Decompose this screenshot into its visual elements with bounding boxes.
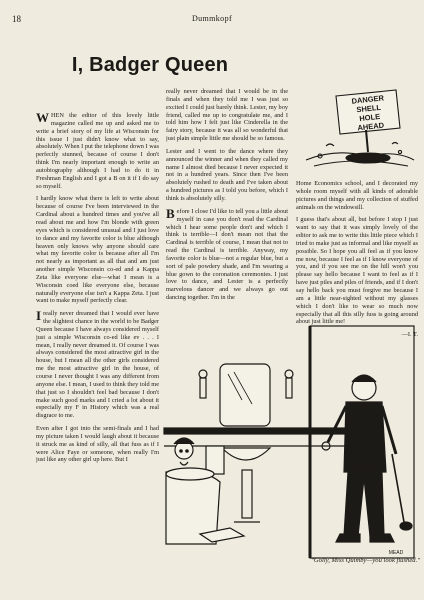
sign-word: HOLE [358,111,381,124]
sign-word: SHELL [356,102,382,115]
paragraph: really never dreamed that I would be in the finals and when they told me I was just so excited I could just barely think. Lester, my boy friend, called me up to congratulate me, and I told him how I felt just like Cinderella in the fairy story, because it was all so wonderful that just plain simple little me should be so famous. [166,88,288,143]
paragraph: Even after I got into the semi-finals and I had my picture taken I would laugh about it because it struck me as kind of silly, all that fuss as if I were Alice Faye or someone, when really I'm just like any other girl up here. But I [36,425,159,464]
paragraph: Home Economics school, and I decorated my whole room myself with all kinds of adorable pictures and things and my collection of stuffed animals on the windowsill. [296,180,418,211]
drop-cap: W [36,112,49,125]
paragraph [36,310,159,420]
sign-word: AHEAD [357,120,385,133]
artist-signature: MEAD [388,550,404,556]
danger-sign-illustration [296,86,420,182]
drop-cap: I [36,308,42,324]
article-column-2 [166,88,288,324]
author-signature: —I. T. [401,331,418,339]
drop-cap: B [166,205,175,221]
bathroom-cartoon-illustration [160,322,418,560]
paragraph: I hardly know what there is left to write about because of course I've been interviewed in the Cardinal about a hundred times and you've all read about me and how I'm blonde with green eyes which is considered unusual and I just love to dance and my favorite color is blue although heaven only knows why anyone should care what my favorite color is because after all I'm not nearly as important as all that and am just another simple Wisconsin co-ed and a Kappa Zeta like everyone else—what I mean is a Wisconsin coed like everyone else, because naturally everyone else isn't a Kappa Zeta. I just want to make myself perfectly clear. [36,195,159,305]
page-number: 18 [12,14,21,24]
sign-word: DANGER [351,93,385,106]
paragraph: I guess that's about all, but before I stop I just want to say that it was simply lovely of the editor to ask me to write this little piece which I tried to make just as informal and like myself as possible. So I hope you all feel as if you know me now, because I feel as if I know everyone of you, and if you see me on the hill won't you please say hello because I want to feel as if I have just piles and piles of friends, and if I don't say hello back you must forgive me because I am a little near-sighted without my glasses which I don't like to wear so much now especially that all this silly fuss is going around about just little me! [296,216,418,326]
cartoon-caption: "Golly, Miss Quimby—you look flushed." [311,557,420,564]
article-title: I, Badger Queen [71,54,229,76]
paragraph-text: HEN the editor of this lovely little magazine called me up and asked me to write a brief story of my life at Wisconsin for this issue I just didn't know what to say, absolutely. When I put the telephone down I was perfectly stunned, because of course I don't think I'm nearly important enough to write an autobiography although I had to do it in Freshman English and I got a B on it if I do say so myself. [36,112,159,190]
paragraph-text: really never dreamed that I would ever have the slightest chance in the world to be Badger Queen because I have always considered myself just a simple Wisconsin co-ed like ev . . . I mean, I really never dreamed it. Of course I was always considered the most attractive girl in the house, but I mean all the other girls considered me the most attractive girl in the house, of course I never thought I was any different from anyone else. I mean, I used to think they told me that just so I shouldn't feel bad because I don't make such good marks and I cried a lot about it especially my F in History which was a real disgrace to me. [36,310,159,420]
paragraph [36,112,159,190]
magazine-name: Dummkopf [191,14,233,23]
paragraph-text: efore I close I'd like to tell you a little about myself in case you don't read the Cardinal which I hear some people don't and which I think is terrible—I don't mean not that the Cardinal is terrible of course, I mean that not to read the Cardinal is terrible. Anyway, my favorite color is blue—not a regular blue, but a sort of pale powdery shade, and I'm wearing a blue gown to the coronation ceremonies. I just love to dance, and Lester is a perfectly marvelous dancer and we always go out dancing together. I'm in the [166,207,288,302]
paragraph: Lester and I went to the dance where they announced the winner and when they called my name I almost died because I never expected it not in a hundred years. Since then I've been absolutely rushed to death and I've taken about a hundred pictures as I told you before, which I think is absolutely silly. [166,147,288,202]
article-column-1 [36,112,159,570]
paragraph [166,205,288,302]
